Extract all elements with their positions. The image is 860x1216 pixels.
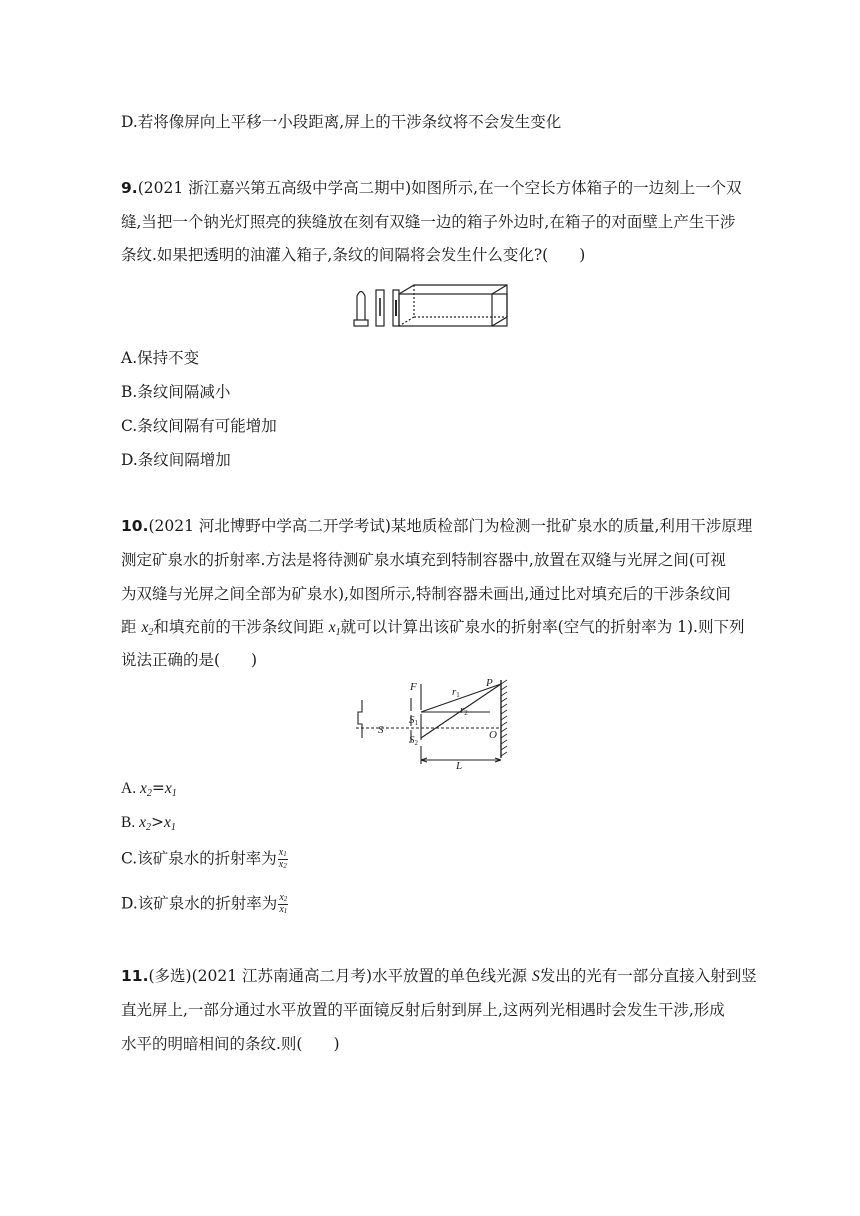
q10-line4-pre: 距 (121, 618, 142, 636)
q10-stem-line1 (121, 516, 752, 536)
q9-number: 9. (121, 179, 138, 197)
q10-figure-double-slit (352, 676, 522, 770)
label-O: O (489, 729, 497, 741)
q10-line4-mid: 和填充前的干涉条纹间距 (153, 618, 329, 636)
q10-text-line1: (2021 河北博野中学高二开学考试)某地质检部门为检测一批矿泉水的质量,利用干涉原理 (148, 517, 753, 535)
q9-option-a: A.保持不变 (121, 349, 200, 367)
q11-stem-line1: 11.(多选)(2021 江苏南通高二月考)水平放置的单色线光源 S发出的光有一部分直接入射到竖 (121, 967, 757, 985)
label-S: S (378, 724, 384, 736)
q9-option-d: D.条纹间隔增加 (121, 451, 231, 469)
var-x1: $x_1$ (328, 619, 341, 638)
fraction-x2-over-x1: $\frac{x_2}{x_1}$ (279, 892, 288, 915)
lamp-base (354, 320, 368, 326)
q9-option-b: B.条纹间隔减小 (121, 383, 231, 401)
q9-figure-box-diagram (350, 282, 510, 332)
q10-stem-line3: 为双缝与光屏之间全部为矿泉水),如图所示,特制容器未画出,通过比对填充后的干涉条纹间 (121, 585, 731, 603)
label-S1: S1 (409, 714, 418, 727)
q10-option-b: B. $x_2>x_1$ (121, 813, 176, 833)
q11-stem-line2: 直光屏上,一部分通过水平放置的平面镜反射后射到屏上,这两列光相遇时会发生干涉,形成 (121, 1001, 725, 1019)
q9-stem-line3: 条纹.如果把透明的油灌入箱子,条纹的间隔将会发生什么变化?( ) (121, 246, 586, 264)
label-r2: r2 (460, 704, 468, 717)
q8-option-d: D.若将像屏向上平移一小段距离,屏上的干涉条纹将不会发生变化 (121, 113, 562, 131)
q10-option-d: D.该矿泉水的折射率为 $\frac{x_2}{x_1}$ (121, 892, 288, 915)
q9-stem-line1 (121, 178, 742, 198)
label-F: F (410, 681, 417, 693)
label-P: P (486, 677, 493, 689)
long-box (393, 285, 507, 326)
label-r1: r1 (452, 686, 460, 699)
q9-text-line1: (2021 浙江嘉兴第五高级中学高二期中)如图所示,在一个空长方体箱子的一边刻上一个双 (137, 179, 742, 197)
q9-stem-line2: 缝,当把一个钠光灯照亮的狭缝放在刻有双缝一边的箱子外边时,在箱子的对面壁上产生干涉 (121, 213, 736, 231)
fraction-x1-over-x2: $\frac{x_1}{x_2}$ (278, 847, 287, 870)
q10-option-c: C.该矿泉水的折射率为 $\frac{x_1}{x_2}$ (121, 847, 287, 870)
label-S2: S2 (409, 734, 418, 747)
q11-number: 11. (121, 967, 149, 985)
var-x2: $x_2$ (141, 619, 154, 638)
q10-option-a: A. $x_2=x_1$ (121, 779, 177, 799)
q9-option-c: C.条纹间隔有可能增加 (121, 417, 277, 435)
q10-stem-line2: 测定矿泉水的折射率.方法是将待测矿泉水填充到特制容器中,放置在双缝与光屏之间(可视 (121, 551, 726, 569)
q10-stem-line4 (121, 617, 744, 643)
q10-stem-line5: 说法正确的是( ) (121, 651, 258, 669)
q10-line4-post: 就可以计算出该矿泉水的折射率(空气的折射率为 1).则下列 (340, 618, 745, 636)
label-L: L (456, 760, 463, 770)
q11-stem-line3: 水平的明暗相间的条纹.则( ) (121, 1035, 340, 1053)
q10-number: 10. (121, 517, 149, 535)
source-slit (358, 700, 362, 738)
lamp-bulb (357, 292, 365, 321)
